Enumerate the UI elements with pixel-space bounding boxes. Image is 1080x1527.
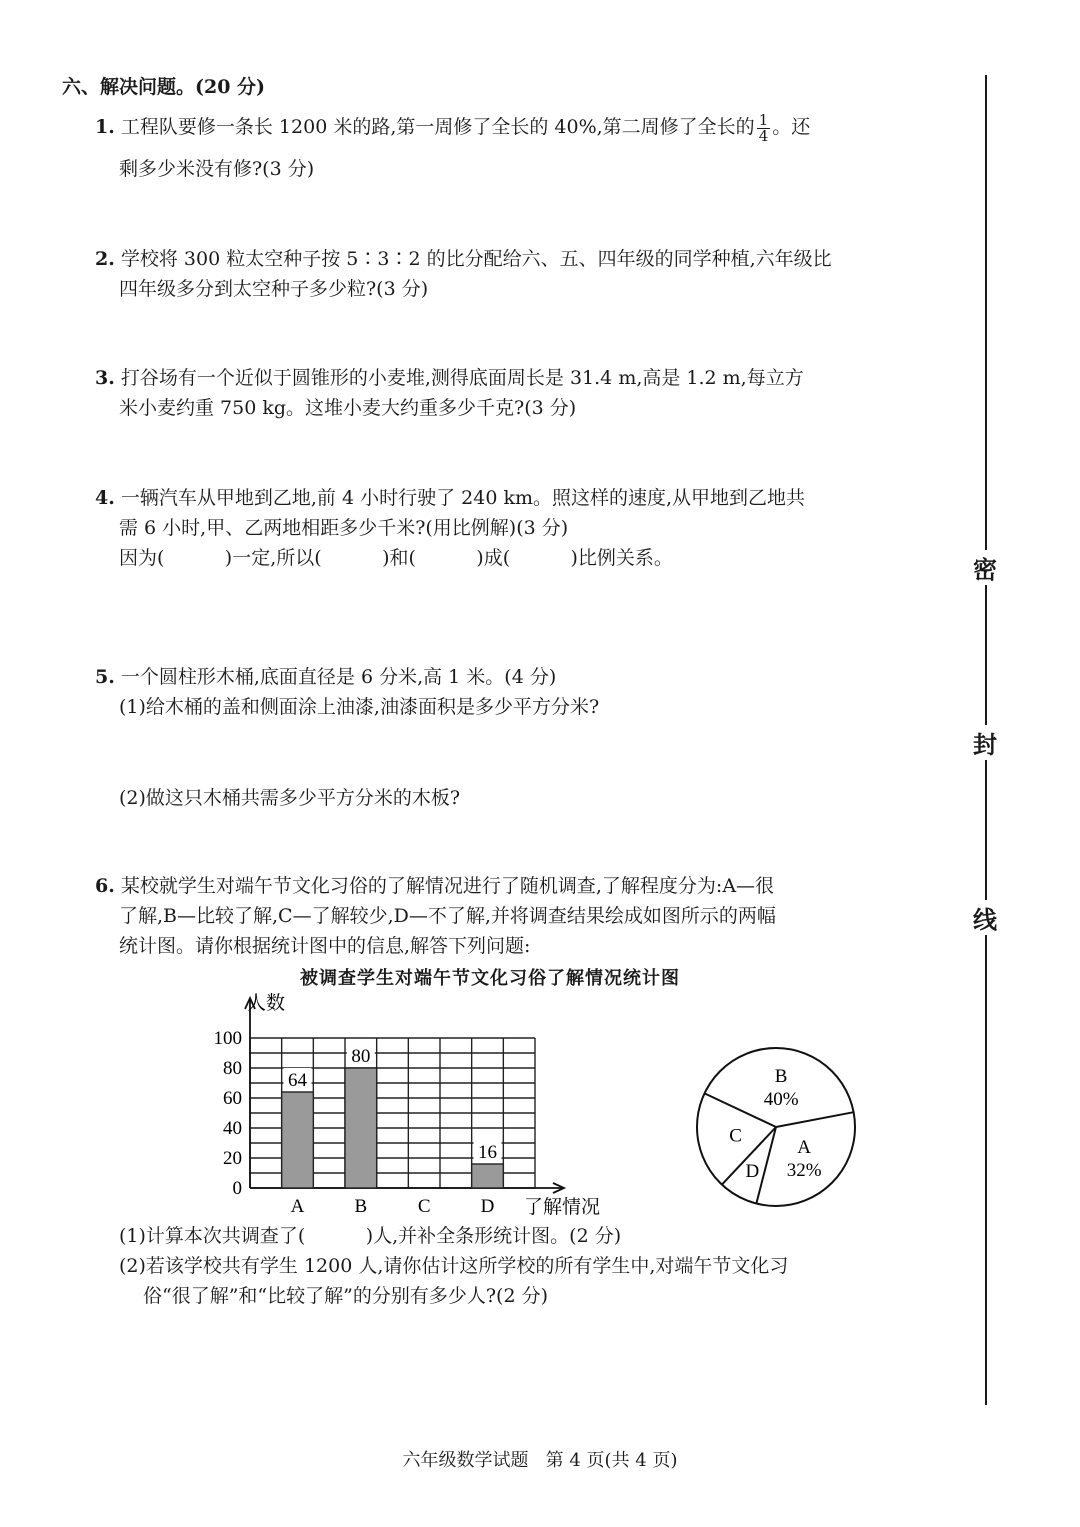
seal-char-feng: 封 xyxy=(973,725,997,760)
pie-slice-label: A xyxy=(797,1136,811,1158)
question-5 xyxy=(95,662,955,722)
question-number: 2. xyxy=(95,248,115,270)
pie-chart-slices xyxy=(697,1048,855,1206)
sub-question-1: (1)计算本次共调查了( )人,并补全条形统计图。(2 分) xyxy=(119,1225,622,1247)
pie-chart xyxy=(690,1045,865,1210)
bar-value-label: 64 xyxy=(288,1070,307,1091)
x-tick-label: B xyxy=(354,1196,368,1217)
question-text: 一个圆柱形木桶,底面直径是 6 分米,高 1 米。(4 分) xyxy=(120,666,557,688)
fraction xyxy=(757,110,771,145)
x-tick-label: A xyxy=(290,1196,305,1217)
y-tick-label: 0 xyxy=(232,1178,242,1199)
sub-question-1: (1)给木桶的盖和侧面涂上油漆,油漆面积是多少平方分米? xyxy=(119,696,600,718)
question-number: 3. xyxy=(95,367,115,389)
bar-value-label: 16 xyxy=(478,1142,497,1163)
x-axis-label: 了解情况 xyxy=(524,1197,601,1218)
pie-slice-label: B xyxy=(774,1066,788,1088)
question-text: 。还 xyxy=(772,116,811,138)
x-tick-label: D xyxy=(480,1196,495,1217)
question-text: 统计图。请你根据统计图中的信息,解答下列问题: xyxy=(119,935,531,957)
x-tick-label: C xyxy=(417,1196,431,1217)
question-number: 1. xyxy=(95,116,115,138)
y-tick-label: 100 xyxy=(213,1028,242,1049)
sub-question-2-continued: 俗“很了解”和“比较了解”的分别有多少人?(2 分) xyxy=(143,1285,548,1307)
fraction-denominator: 4 xyxy=(758,126,769,145)
question-text: 工程队要修一条长 1200 米的路,第一周修了全长的 40%,第二周修了全长的 xyxy=(120,116,755,138)
question-2 xyxy=(95,244,955,304)
question-text: 了解,B—比较了解,C—了解较少,D—不了解,并将调查结果绘成如图所示的两幅 xyxy=(119,905,776,927)
question-text: 学校将 300 粒太空种子按 5∶3∶2 的比分配给六、五、四年级的同学种植,六年级比 xyxy=(120,248,832,270)
page-footer: 六年级数学试题 第 4 页(共 4 页) xyxy=(402,1450,678,1471)
fill-in-blank-line: 因为( )一定,所以( )和( )成( )比例关系。 xyxy=(119,547,673,569)
pie-slice-label: D xyxy=(745,1160,760,1182)
pie-slice-percent: 32% xyxy=(786,1159,822,1181)
y-tick-label: 60 xyxy=(223,1088,242,1109)
bar xyxy=(472,1164,504,1188)
question-1 xyxy=(95,112,955,184)
question-text: 一辆汽车从甲地到乙地,前 4 小时行驶了 240 km。照这样的速度,从甲地到乙地共 xyxy=(120,487,806,509)
y-tick-label: 40 xyxy=(223,1118,242,1139)
y-tick-label: 20 xyxy=(223,1148,242,1169)
question-text: 打谷场有一个近似于圆锥形的小麦堆,测得底面周长是 31.4 m,高是 1.2 m,每立方 xyxy=(120,367,804,389)
bar xyxy=(282,1092,314,1188)
y-tick-label: 80 xyxy=(223,1058,242,1079)
seal-char-xian: 线 xyxy=(973,900,997,935)
question-text: 四年级多分到太空种子多少粒?(3 分) xyxy=(119,278,429,300)
question-text: 米小麦约重 750 kg。这堆小麦大约重多少千克?(3 分) xyxy=(119,397,577,419)
question-text: 某校就学生对端午节文化习俗的了解情况进行了随机调查,了解程度分为:A—很 xyxy=(120,875,775,897)
question-5-part-2 xyxy=(95,783,955,813)
question-number: 4. xyxy=(95,487,115,509)
bar-value-label: 80 xyxy=(351,1046,371,1067)
section-title: 六、解决问题。(20 分) xyxy=(62,76,266,98)
y-axis-label: 人数 xyxy=(247,993,286,1014)
chart-title: 被调查学生对端午节文化习俗了解情况统计图 xyxy=(300,968,680,989)
question-4 xyxy=(95,483,955,573)
question-number: 5. xyxy=(95,666,115,688)
bar-chart xyxy=(190,985,630,1220)
question-text: 剩多少米没有修?(3 分) xyxy=(119,157,315,180)
seal-char-mi: 密 xyxy=(973,550,997,585)
sub-question-2: (2)做这只木桶共需多少平方分米的木板? xyxy=(119,787,461,809)
bar xyxy=(345,1068,377,1188)
question-3 xyxy=(95,363,955,423)
pie-slice-percent: 40% xyxy=(763,1089,799,1111)
question-6 xyxy=(95,871,955,961)
sub-question-2: (2)若该学校共有学生 1200 人,请你估计这所学校的所有学生中,对端午节文化习 xyxy=(119,1255,789,1277)
question-text: 需 6 小时,甲、乙两地相距多少千米?(用比例解)(3 分) xyxy=(119,517,569,539)
question-number: 6. xyxy=(95,875,115,897)
pie-slice-label: C xyxy=(729,1125,742,1147)
fraction-numerator: 1 xyxy=(758,110,769,129)
question-6-subquestions xyxy=(95,1221,955,1311)
